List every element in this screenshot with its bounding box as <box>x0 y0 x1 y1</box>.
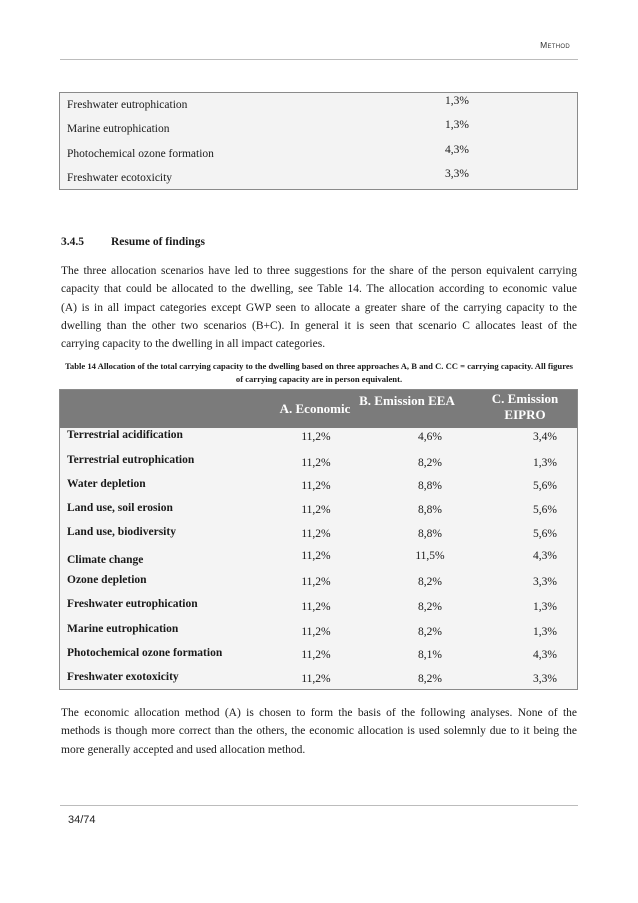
impact-category: Climate change <box>67 554 144 566</box>
impact-category: Marine eutrophication <box>67 623 179 635</box>
value-emission-eea: 8,1% <box>418 649 442 661</box>
table-row <box>60 452 577 476</box>
section-heading <box>61 236 205 248</box>
table-row <box>60 93 577 117</box>
value-emission-eipro: 1,3% <box>533 601 557 613</box>
value-emission-eipro: 4,3% <box>533 550 557 562</box>
table-row <box>60 669 577 693</box>
table-row <box>60 500 577 524</box>
impact-category: Terrestrial eutrophication <box>67 454 195 466</box>
value-economic: 11,2% <box>301 528 331 540</box>
paragraph-conclusion <box>61 704 577 759</box>
row-label: Freshwater ecotoxicity <box>67 172 173 184</box>
row-value: 1,3% <box>445 95 469 107</box>
impact-category: Ozone depletion <box>67 574 147 586</box>
allocation-table <box>59 389 578 690</box>
value-emission-eipro: 4,3% <box>533 649 557 661</box>
value-economic: 11,2% <box>301 601 331 613</box>
value-emission-eea: 4,6% <box>418 431 442 443</box>
impact-category: Land use, soil erosion <box>67 502 173 514</box>
value-economic: 11,2% <box>301 480 331 492</box>
value-emission-eea: 8,2% <box>418 601 442 613</box>
paragraph-line: The three allocation scenarios have led to three suggestions for the share of the person equivalent carrying <box>61 265 577 277</box>
table-row <box>60 476 577 500</box>
value-economic: 11,2% <box>301 457 331 469</box>
table-row <box>60 166 577 190</box>
section-number: 3.4.5 <box>61 236 84 248</box>
table-row <box>60 142 577 166</box>
paragraph-line: The economic allocation method (A) is chosen to form the basis of the following analyses. None of the <box>61 707 577 719</box>
value-emission-eipro: 1,3% <box>533 626 557 638</box>
value-emission-eipro: 5,6% <box>533 480 557 492</box>
page-number: 34/74 <box>68 814 96 826</box>
value-emission-eea: 8,8% <box>418 504 442 516</box>
continued-table <box>59 92 578 190</box>
paragraph-line: methods is though more correct than the others, the economic allocation is used solemnly due to it being the <box>61 725 577 738</box>
value-economic: 11,2% <box>301 626 331 638</box>
row-label: Freshwater eutrophication <box>67 99 188 111</box>
value-economic: 11,2% <box>301 673 331 685</box>
table-row <box>60 524 577 548</box>
impact-category: Photochemical ozone formation <box>67 647 223 659</box>
paragraph-line: more generally accepted and used allocation method. <box>61 743 306 756</box>
table-row <box>60 621 577 645</box>
row-label: Photochemical ozone formation <box>67 148 214 160</box>
value-emission-eea: 8,2% <box>418 576 442 588</box>
value-economic: 11,2% <box>301 431 331 443</box>
value-emission-eea: 8,2% <box>418 673 442 685</box>
section-title: Resume of findings <box>111 236 205 248</box>
table-row <box>60 596 577 620</box>
table-row <box>60 117 577 141</box>
value-emission-eipro: 5,6% <box>533 504 557 516</box>
row-label: Marine eutrophication <box>67 123 170 135</box>
table-caption: Table 14 Allocation of the total carrying capacity to the dwelling based on three approaches A, B and C. CC = carrying capacity. All figures of carrying capacity are in person equivalent. <box>64 361 574 384</box>
paragraph-line: carrying capacity to the dwelling in all impact categories. <box>61 338 326 351</box>
impact-category: Terrestrial acidification <box>67 429 183 441</box>
value-emission-eea: 8,8% <box>418 528 442 540</box>
table-row <box>60 572 577 596</box>
footer-rule <box>60 805 578 806</box>
table-row <box>60 645 577 669</box>
header-col-c: C. Emission EIPRO <box>491 391 559 422</box>
running-header: Method <box>540 40 570 50</box>
row-value: 3,3% <box>445 168 469 180</box>
paragraph-line: capacity that could be allocated to the dwelling, see Table 14. The allocation according to economic value <box>61 283 577 296</box>
value-emission-eea: 8,2% <box>418 457 442 469</box>
table-row <box>60 427 577 451</box>
row-value: 1,3% <box>445 119 469 131</box>
value-emission-eipro: 3,3% <box>533 576 557 588</box>
impact-category: Freshwater exotoxicity <box>67 671 179 683</box>
value-emission-eipro: 3,4% <box>533 431 557 443</box>
header-rule <box>60 59 578 60</box>
value-emission-eipro: 5,6% <box>533 528 557 540</box>
paragraph-line: (A) is in all impact categories except GWP seen to allocate a greater share of the carrying capacity to the <box>61 301 577 314</box>
value-economic: 11,2% <box>301 550 331 562</box>
value-emission-eea: 11,5% <box>415 550 445 562</box>
row-value: 4,3% <box>445 144 469 156</box>
value-economic: 11,2% <box>301 576 331 588</box>
value-economic: 11,2% <box>301 649 331 661</box>
paragraph-findings <box>61 262 577 353</box>
value-emission-eea: 8,8% <box>418 480 442 492</box>
impact-category: Land use, biodiversity <box>67 526 176 538</box>
value-economic: 11,2% <box>301 504 331 516</box>
value-emission-eea: 8,2% <box>418 626 442 638</box>
header-col-a: A. Economic <box>279 401 351 416</box>
table-header <box>60 390 577 428</box>
impact-category: Freshwater eutrophication <box>67 598 198 610</box>
table-row <box>60 548 577 572</box>
paragraph-line: dwelling than the other two scenarios (B+C). In general it is seen that scenario C allocates least of the <box>61 319 577 332</box>
impact-category: Water depletion <box>67 478 146 490</box>
value-emission-eipro: 3,3% <box>533 673 557 685</box>
header-col-b: B. Emission EEA <box>359 393 455 408</box>
value-emission-eipro: 1,3% <box>533 457 557 469</box>
